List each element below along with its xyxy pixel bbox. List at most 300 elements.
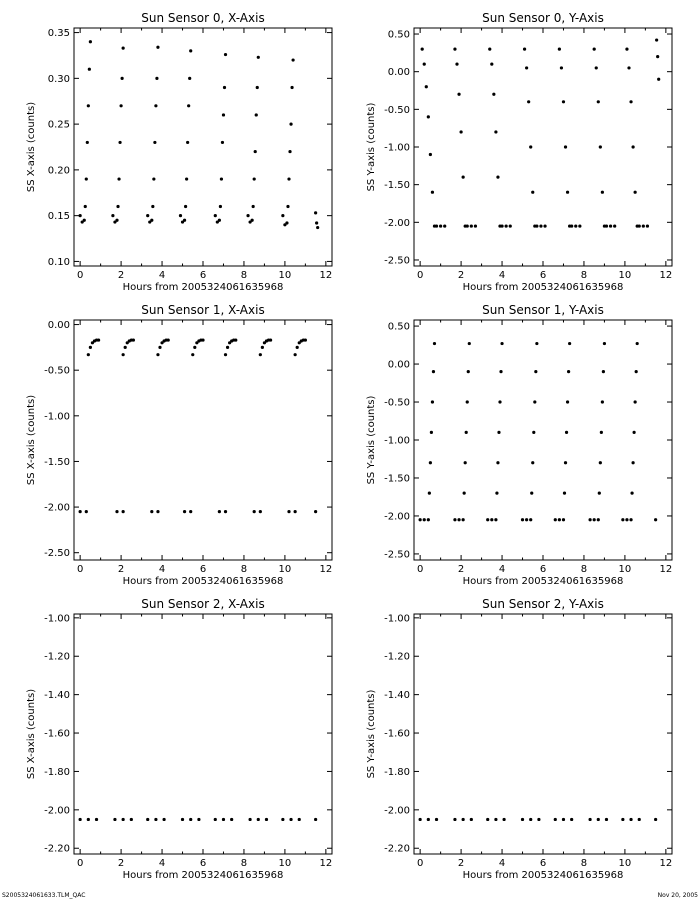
data-point	[463, 492, 466, 495]
data-point	[646, 224, 649, 227]
data-point	[521, 818, 524, 821]
chart-title: Sun Sensor 1, Y-Axis	[482, 303, 604, 317]
data-point	[429, 153, 432, 156]
y-axis-label: SS Y-axis (counts)	[366, 689, 377, 779]
y-tick-label: -1.40	[384, 690, 410, 702]
data-point	[435, 224, 438, 227]
data-point	[465, 431, 468, 434]
data-point	[201, 338, 204, 341]
data-point	[638, 224, 641, 227]
footer-filename: S2005324061633.TLM_QAC	[2, 892, 86, 899]
data-point	[183, 219, 186, 222]
data-point	[492, 93, 495, 96]
data-point	[214, 818, 217, 821]
data-point	[254, 150, 257, 153]
x-tick-label: 10	[278, 564, 292, 575]
chart-panel-3	[366, 303, 672, 587]
y-tick-label: -2.00	[384, 217, 410, 229]
data-point	[257, 56, 260, 59]
data-point	[498, 400, 501, 403]
data-point	[163, 818, 166, 821]
data-point	[132, 338, 135, 341]
data-point	[470, 818, 473, 821]
data-point	[432, 370, 435, 373]
data-point	[467, 370, 470, 373]
y-tick-label: 0.35	[47, 28, 70, 40]
data-point	[88, 68, 91, 71]
x-tick-label: 8	[580, 858, 588, 869]
data-point	[85, 510, 88, 513]
data-point	[563, 492, 566, 495]
x-tick-label: 0	[76, 564, 84, 575]
data-point	[89, 40, 92, 43]
data-point	[599, 145, 602, 148]
data-point	[523, 47, 526, 50]
chart-panel-5	[366, 597, 672, 881]
data-point	[564, 145, 567, 148]
data-point	[151, 205, 154, 208]
data-point	[462, 176, 465, 179]
data-point	[154, 818, 157, 821]
data-point	[490, 63, 493, 66]
data-point	[115, 510, 118, 513]
data-point	[113, 818, 116, 821]
y-tick-label: 0.00	[387, 359, 410, 371]
plot-frame	[74, 614, 332, 854]
data-point	[155, 77, 158, 80]
data-point	[460, 130, 463, 133]
data-point	[423, 518, 426, 521]
data-point	[261, 346, 264, 349]
data-point	[304, 338, 307, 341]
data-point	[419, 818, 422, 821]
data-point	[462, 818, 465, 821]
x-tick-label: 10	[278, 858, 292, 869]
data-point	[494, 518, 497, 521]
x-tick-label: 0	[76, 858, 84, 869]
data-point	[314, 818, 317, 821]
data-point	[654, 518, 657, 521]
y-tick-label: -1.00	[44, 613, 70, 625]
x-tick-label: 4	[498, 564, 506, 575]
data-point	[230, 818, 233, 821]
data-point	[488, 47, 491, 50]
data-point	[431, 400, 434, 403]
data-point	[97, 338, 100, 341]
data-point	[468, 342, 471, 345]
data-point	[118, 141, 121, 144]
data-point	[570, 818, 573, 821]
plot-frame	[414, 320, 672, 560]
data-point	[87, 104, 90, 107]
data-point	[95, 818, 98, 821]
x-tick-label: 4	[498, 858, 506, 869]
data-point	[181, 818, 184, 821]
data-point	[259, 353, 262, 356]
data-point	[497, 431, 500, 434]
data-point	[567, 370, 570, 373]
data-point	[589, 818, 592, 821]
data-point	[531, 191, 534, 194]
data-point	[566, 400, 569, 403]
x-tick-label: 8	[580, 270, 588, 281]
data-point	[429, 461, 432, 464]
data-point	[496, 176, 499, 179]
data-point	[605, 818, 608, 821]
data-point	[625, 518, 628, 521]
y-tick-label: 0.00	[47, 320, 70, 332]
data-point	[423, 63, 426, 66]
data-point	[251, 219, 254, 222]
y-axis-label: SS Y-axis (counts)	[366, 395, 377, 485]
data-point	[287, 510, 290, 513]
data-point	[158, 346, 161, 349]
data-point	[249, 818, 252, 821]
data-point	[613, 224, 616, 227]
y-tick-label: -1.00	[384, 613, 410, 625]
data-point	[156, 353, 159, 356]
data-point	[285, 221, 288, 224]
data-point	[226, 346, 229, 349]
data-point	[533, 400, 536, 403]
data-point	[470, 224, 473, 227]
data-point	[565, 431, 568, 434]
y-tick-label: -2.50	[44, 548, 70, 560]
y-tick-label: -1.00	[44, 411, 70, 423]
data-point	[535, 224, 538, 227]
x-tick-label: 8	[240, 564, 248, 575]
y-tick-label: -2.00	[44, 805, 70, 817]
data-point	[554, 818, 557, 821]
data-point	[296, 346, 299, 349]
data-point	[627, 66, 630, 69]
x-axis-label: Hours from 2005324061635968	[122, 576, 284, 587]
data-point	[253, 510, 256, 513]
data-point	[558, 47, 561, 50]
data-point	[84, 205, 87, 208]
data-point	[189, 818, 192, 821]
y-tick-label: -1.60	[44, 728, 70, 740]
data-point	[532, 431, 535, 434]
data-point	[294, 510, 297, 513]
x-tick-label: 6	[539, 564, 547, 575]
data-point	[187, 104, 190, 107]
data-point	[234, 338, 237, 341]
x-tick-label: 12	[319, 270, 333, 281]
data-point	[574, 224, 577, 227]
data-point	[427, 818, 430, 821]
data-point	[566, 191, 569, 194]
data-point	[621, 818, 624, 821]
data-point	[602, 370, 605, 373]
data-point	[290, 86, 293, 89]
data-point	[570, 224, 573, 227]
y-tick-label: 0.50	[387, 321, 410, 333]
data-point	[597, 518, 600, 521]
data-point	[535, 342, 538, 345]
data-point	[609, 224, 612, 227]
data-point	[453, 518, 456, 521]
x-tick-label: 2	[117, 858, 125, 869]
data-point	[466, 400, 469, 403]
data-point	[654, 818, 657, 821]
y-tick-label: -1.20	[384, 651, 410, 663]
data-point	[111, 214, 114, 217]
data-point	[85, 177, 88, 180]
plot-frame	[74, 320, 332, 560]
data-point	[191, 353, 194, 356]
x-tick-label: 12	[319, 564, 333, 575]
x-tick-label: 2	[117, 270, 125, 281]
data-point	[632, 145, 635, 148]
x-tick-label: 2	[457, 564, 465, 575]
data-point	[150, 219, 153, 222]
data-point	[597, 818, 600, 821]
data-point	[462, 518, 465, 521]
data-point	[167, 338, 170, 341]
data-point	[525, 518, 528, 521]
x-tick-label: 8	[240, 858, 248, 869]
y-axis-label: SS X-axis (counts)	[26, 394, 37, 486]
y-axis-label: SS X-axis (counts)	[26, 101, 37, 193]
x-tick-label: 10	[278, 270, 292, 281]
data-point	[633, 431, 636, 434]
data-point	[600, 431, 603, 434]
data-point	[79, 818, 82, 821]
data-point	[220, 177, 223, 180]
x-tick-label: 10	[618, 858, 632, 869]
data-point	[500, 342, 503, 345]
x-tick-label: 4	[158, 564, 166, 575]
data-point	[509, 224, 512, 227]
data-point	[79, 510, 82, 513]
data-point	[222, 818, 225, 821]
data-point	[629, 100, 632, 103]
data-point	[421, 47, 424, 50]
data-point	[435, 818, 438, 821]
y-tick-label: -0.50	[384, 104, 410, 116]
data-point	[629, 818, 632, 821]
data-point	[630, 492, 633, 495]
data-point	[457, 518, 460, 521]
data-point	[253, 177, 256, 180]
data-point	[598, 492, 601, 495]
data-point	[419, 518, 422, 521]
data-point	[499, 370, 502, 373]
x-tick-label: 8	[580, 564, 588, 575]
data-point	[625, 47, 628, 50]
y-tick-label: -0.50	[44, 365, 70, 377]
data-point	[601, 191, 604, 194]
data-point	[593, 47, 596, 50]
data-point	[281, 214, 284, 217]
data-point	[562, 818, 565, 821]
data-point	[156, 510, 159, 513]
data-point	[189, 49, 192, 52]
data-point	[314, 211, 317, 214]
y-tick-label: -1.50	[384, 473, 410, 485]
data-point	[152, 177, 155, 180]
data-point	[219, 205, 222, 208]
data-point	[184, 205, 187, 208]
data-point	[521, 518, 524, 521]
chart-title: Sun Sensor 2, X-Axis	[141, 597, 265, 611]
data-point	[537, 818, 540, 821]
data-point	[427, 115, 430, 118]
data-point	[87, 353, 90, 356]
data-point	[222, 113, 225, 116]
data-point	[221, 141, 224, 144]
data-point	[197, 818, 200, 821]
y-tick-label: -1.00	[384, 142, 410, 154]
data-point	[562, 518, 565, 521]
data-point	[529, 818, 532, 821]
y-tick-label: -1.50	[384, 180, 410, 192]
y-tick-label: -2.00	[44, 502, 70, 514]
data-point	[122, 47, 125, 50]
data-point	[558, 518, 561, 521]
x-axis-label: Hours from 2005324061635968	[462, 870, 624, 881]
data-point	[269, 338, 272, 341]
data-point	[156, 46, 159, 49]
x-axis-label: Hours from 2005324061635968	[462, 282, 624, 293]
data-point	[122, 818, 125, 821]
data-point	[433, 342, 436, 345]
data-point	[490, 518, 493, 521]
data-point	[562, 100, 565, 103]
data-point	[593, 518, 596, 521]
data-point	[560, 66, 563, 69]
data-point	[115, 219, 118, 222]
data-point	[605, 224, 608, 227]
data-point	[252, 205, 255, 208]
data-point	[223, 86, 226, 89]
data-point	[430, 431, 433, 434]
data-point	[486, 818, 489, 821]
data-point	[530, 492, 533, 495]
data-point	[314, 510, 317, 513]
data-point	[601, 400, 604, 403]
data-point	[500, 224, 503, 227]
data-point	[246, 214, 249, 217]
data-point	[124, 346, 127, 349]
data-point	[185, 177, 188, 180]
data-point	[193, 346, 196, 349]
data-point	[603, 342, 606, 345]
data-point	[427, 518, 430, 521]
data-point	[457, 93, 460, 96]
data-point	[188, 77, 191, 80]
data-point	[186, 141, 189, 144]
data-point	[428, 492, 431, 495]
x-tick-label: 6	[539, 270, 547, 281]
data-point	[189, 510, 192, 513]
data-point	[83, 219, 86, 222]
x-tick-label: 10	[618, 270, 632, 281]
data-point	[122, 510, 125, 513]
y-tick-label: 0.25	[47, 119, 70, 131]
y-tick-label: -1.40	[44, 690, 70, 702]
data-point	[224, 510, 227, 513]
data-point	[224, 53, 227, 56]
data-point	[525, 66, 528, 69]
y-tick-label: -1.00	[384, 435, 410, 447]
data-point	[224, 353, 227, 356]
chart-title: Sun Sensor 1, X-Axis	[141, 303, 265, 317]
y-tick-label: -1.50	[44, 456, 70, 468]
y-tick-label: 0.15	[47, 211, 70, 223]
data-point	[568, 342, 571, 345]
data-point	[597, 100, 600, 103]
y-tick-label: -2.20	[44, 843, 70, 855]
x-tick-label: 0	[416, 858, 424, 869]
data-point	[154, 104, 157, 107]
x-tick-label: 0	[76, 270, 84, 281]
data-point	[634, 400, 637, 403]
y-tick-label: -2.20	[384, 843, 410, 855]
data-point	[316, 226, 319, 229]
x-axis-label: Hours from 2005324061635968	[122, 282, 284, 293]
data-point	[589, 518, 592, 521]
data-point	[578, 224, 581, 227]
data-point	[638, 818, 641, 821]
data-point	[298, 818, 301, 821]
data-point	[635, 370, 638, 373]
footer-date: Nov 20, 2005	[657, 892, 698, 899]
data-point	[531, 461, 534, 464]
data-point	[265, 818, 268, 821]
data-point	[655, 38, 658, 41]
data-point	[259, 510, 262, 513]
chart-panel-1	[366, 11, 672, 293]
plot-frame	[74, 28, 332, 266]
data-point	[632, 461, 635, 464]
y-tick-label: -1.60	[384, 728, 410, 740]
x-tick-label: 6	[199, 270, 207, 281]
data-point	[153, 141, 156, 144]
data-point	[503, 818, 506, 821]
data-point	[636, 342, 639, 345]
data-point	[599, 461, 602, 464]
data-point	[455, 63, 458, 66]
x-axis-label: Hours from 2005324061635968	[462, 576, 624, 587]
y-tick-label: -1.80	[384, 766, 410, 778]
data-point	[443, 224, 446, 227]
data-point	[496, 461, 499, 464]
data-point	[289, 123, 292, 126]
data-point	[89, 346, 92, 349]
data-point	[486, 518, 489, 521]
y-tick-label: -1.20	[44, 651, 70, 663]
data-point	[543, 224, 546, 227]
data-point	[534, 370, 537, 373]
data-point	[529, 518, 532, 521]
x-tick-label: 12	[659, 564, 673, 575]
data-point	[287, 177, 290, 180]
x-tick-label: 0	[416, 564, 424, 575]
x-tick-label: 2	[457, 858, 465, 869]
data-point	[281, 818, 284, 821]
x-tick-label: 12	[659, 858, 673, 869]
data-point	[214, 214, 217, 217]
x-tick-label: 12	[659, 270, 673, 281]
data-point	[218, 219, 221, 222]
chart-panel-0	[26, 11, 332, 293]
x-tick-label: 10	[618, 564, 632, 575]
data-point	[474, 224, 477, 227]
data-point	[453, 818, 456, 821]
data-point	[657, 78, 660, 81]
